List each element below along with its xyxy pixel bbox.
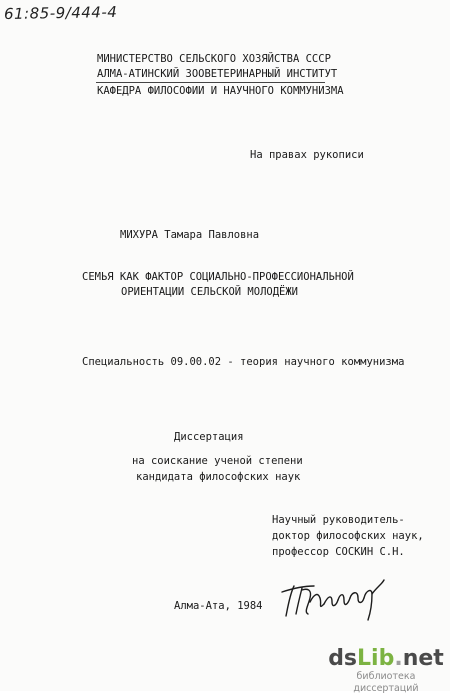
- author-name: МИХУРА Тамара Павловна: [120, 229, 260, 241]
- advisor-line-1: Научный руководитель-: [272, 514, 405, 526]
- degree-line-1: Диссертация: [174, 431, 244, 443]
- degree-line-3: кандидата философских наук: [136, 471, 301, 483]
- degree-line-2: на соискание ученой степени: [132, 455, 303, 467]
- specialty-line: Специальность 09.00.02 - теория научного коммунизма: [82, 356, 405, 368]
- handwritten-archive-code: 61:85-9/444-4: [3, 3, 118, 23]
- header-underline: [96, 82, 325, 83]
- dslib-watermark: [328, 646, 444, 694]
- ministry-line: МИНИСТЕРСТВО СЕЛЬСКОГО ХОЗЯЙСТВА СССР: [97, 53, 331, 65]
- dslib-logo: dsLib.net: [328, 646, 444, 671]
- dissertation-title-line-2: ОРИЕНТАЦИИ СЕЛЬСКОЙ МОЛОДЁЖИ: [121, 286, 299, 298]
- author-signature: [278, 574, 388, 624]
- advisor-line-3: профессор СОСКИН С.Н.: [272, 546, 405, 558]
- dissertation-title-line-1: СЕМЬЯ КАК ФАКТОР СОЦИАЛЬНО-ПРОФЕССИОНАЛЬНОЙ: [82, 271, 354, 283]
- manuscript-note: На правах рукописи: [250, 149, 364, 161]
- advisor-line-2: доктор философских наук,: [272, 530, 424, 542]
- department-line: КАФЕДРА ФИЛОСОФИИ И НАУЧНОГО КОММУНИЗМА: [97, 85, 344, 97]
- institute-line: АЛМА-АТИНСКИЙ ЗООВЕТЕРИНАРНЫЙ ИНСТИТУТ: [97, 68, 338, 80]
- dslib-subtitle: библиотека диссертаций: [353, 671, 419, 694]
- place-and-year: Алма-Ата, 1984: [174, 600, 263, 612]
